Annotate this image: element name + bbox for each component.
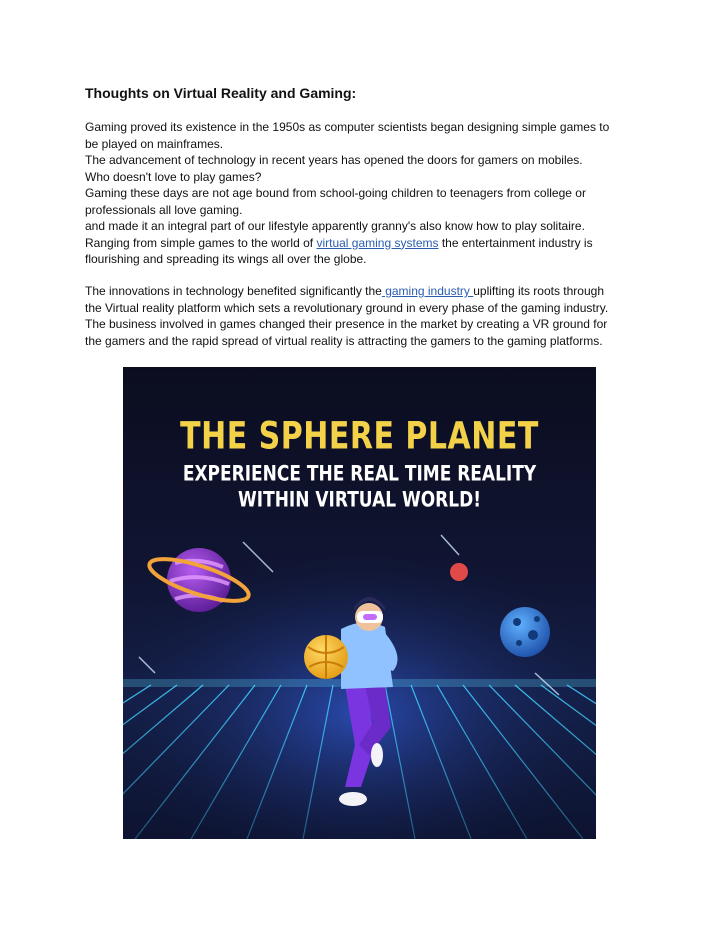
virtual-gaming-systems-link[interactable]: virtual gaming systems — [316, 235, 439, 250]
text-run: uplifting its roots through — [473, 284, 604, 298]
small-planet-icon — [450, 563, 468, 581]
illustration-subtitle-line2: WITHIN VIRTUAL WORLD! — [238, 487, 481, 513]
paragraph-line — [85, 283, 640, 300]
paragraph-line: The business involved in games changed their presence in the market by creating a VR ground for — [85, 317, 608, 331]
paragraph-line: and made it an integral part of our lifestyle apparently granny's also know how to play solitaire. — [85, 219, 585, 233]
document-title: Thoughts on Virtual Reality and Gaming: — [85, 85, 357, 101]
paragraph-line: the gamers and the rapid spread of virtual reality is attracting the gamers to the gaming platforms. — [85, 333, 603, 348]
paragraph-line: professionals all love gaming. — [85, 202, 243, 217]
paragraph-line: the Virtual reality platform which sets a revolutionary ground in every phase of the gaming industry. — [85, 300, 609, 315]
illustration-subtitle-line1: EXPERIENCE THE REAL TIME REALITY — [182, 461, 537, 487]
text-run: Ranging from simple games to the world of — [85, 235, 317, 250]
paragraph-line: Who doesn't love to play games? — [85, 169, 262, 184]
crater-moon-icon — [500, 607, 550, 657]
paragraph-line — [85, 235, 640, 252]
text-run: The innovations in technology benefited significantly the — [85, 284, 382, 298]
text-run: the entertainment industry is — [438, 235, 593, 250]
paragraph-line: The advancement of technology in recent years has opened the doors for gamers on mobiles. — [85, 153, 583, 167]
gaming-industry-link[interactable]: gaming industry — [381, 284, 474, 298]
sphere-planet-illustration — [123, 367, 596, 839]
paragraph-line: flourishing and spreading its wings all over the globe. — [85, 252, 367, 266]
paragraph-2 — [85, 283, 640, 349]
paragraph-1 — [85, 119, 640, 268]
paragraph-line: Gaming proved its existence in the 1950s as computer scientists began designing simple games to — [85, 120, 610, 134]
paragraph-line: be played on mainframes. — [85, 136, 224, 151]
illustration-title: THE SPHERE PLANET — [180, 414, 539, 459]
paragraph-line: Gaming these days are not age bound from school-going children to teenagers from college or — [85, 186, 586, 200]
golden-ball-icon — [304, 635, 348, 679]
